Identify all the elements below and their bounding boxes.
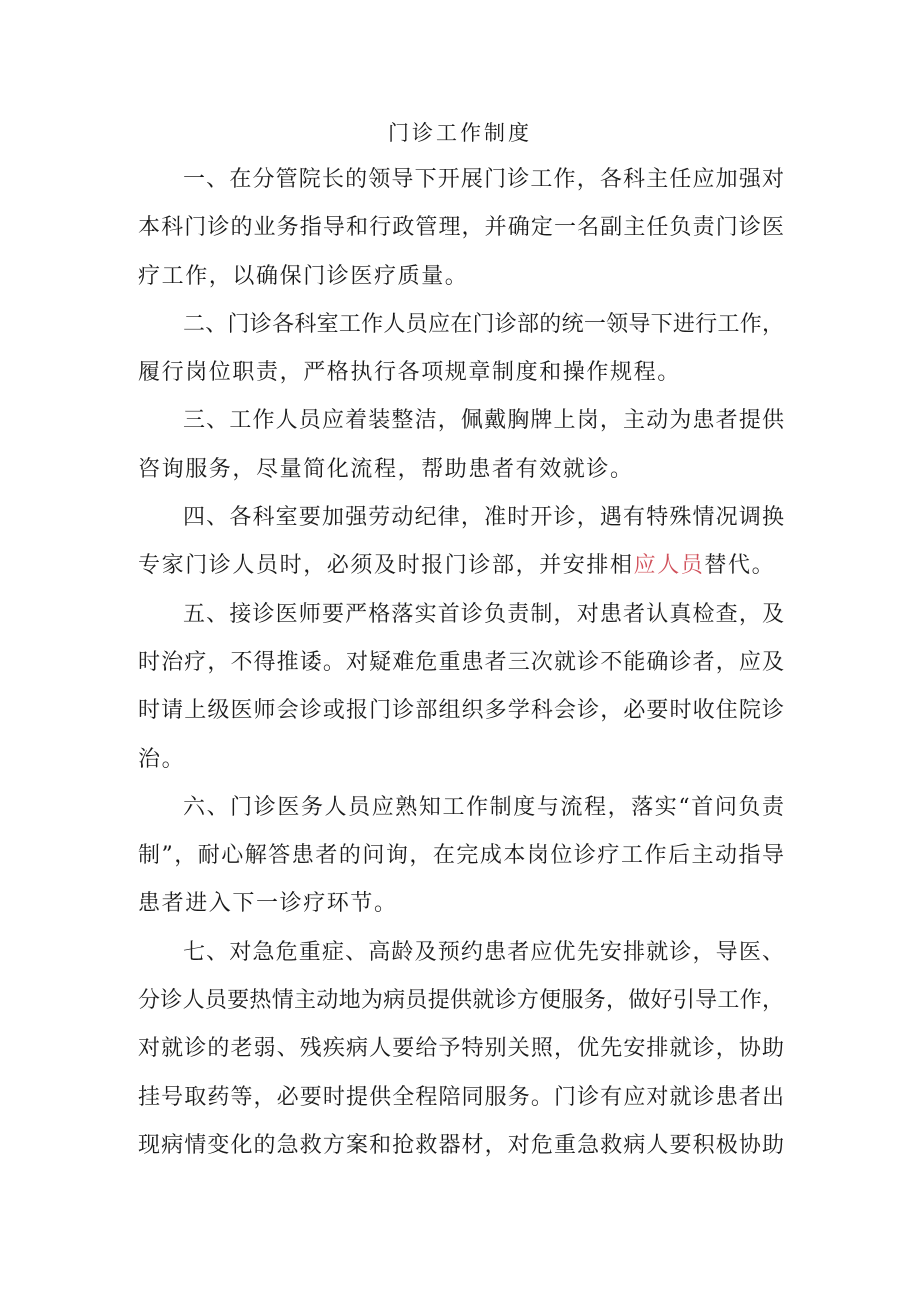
text-line: 二、门诊各科室工作人员应在门诊部的统一领导下进行工作， (183, 311, 784, 337)
text-line: 对就诊的老弱、残疾病人要给予特别关照，优先安排就诊，协助 (138, 1036, 784, 1062)
paragraph (138, 591, 784, 784)
text-line: 七、对急危重症、高龄及预约患者应优先安排就诊，导医、 (183, 939, 784, 965)
text-line: 时请上级医师会诊或报门诊部组织多学科会诊，必要时收住院诊 (138, 698, 784, 724)
highlighted-text: 应人员 (633, 553, 705, 579)
text-line (138, 542, 784, 590)
text-line: 四、各科室要加强劳动纪律，准时开诊，遇有特殊情况调换 (183, 505, 784, 531)
text-line: 治。 (138, 746, 186, 772)
text-segment: 替代。 (704, 553, 776, 579)
document-title: 门诊工作制度 (388, 121, 532, 145)
text-line: 分诊人员要热情主动地为病员提供就诊方便服务，做好引导工作， (138, 988, 784, 1014)
text-line: 履行岗位职责，严格执行各项规章制度和操作规程。 (138, 360, 681, 386)
paragraph (138, 156, 784, 301)
text-line: 六、门诊医务人员应熟知工作制度与流程，落实“首问负责 (183, 794, 784, 820)
text-segment: 专家门诊人员时，必须及时报门诊部，并安排相 (138, 553, 634, 579)
text-line: 疗工作，以确保门诊医疗质量。 (138, 263, 469, 289)
text-line: 五、接诊医师要严格落实首诊负责制，对患者认真检查，及 (183, 601, 784, 627)
text-line: 本科门诊的业务指导和行政管理，并确定一名副主任负责门诊医 (138, 215, 784, 241)
document-body (138, 156, 784, 1170)
text-line: 现病情变化的急救方案和抢救器材，对危重急救病人要积极协助 (138, 1132, 784, 1158)
text-line: 挂号取药等，必要时提供全程陪同服务。门诊有应对就诊患者出 (138, 1084, 784, 1110)
paragraph (138, 301, 784, 398)
paragraph (138, 397, 784, 494)
text-line: 时治疗，不得推诿。对疑难危重患者三次就诊不能确诊者，应及 (138, 649, 784, 675)
paragraph (138, 784, 784, 929)
text-line: 制”，耐心解答患者的问询，在完成本岗位诊疗工作后主动指导 (138, 843, 784, 869)
paragraph (138, 929, 784, 1170)
text-line: 咨询服务，尽量简化流程，帮助患者有效就诊。 (138, 456, 634, 482)
text-line: 一、在分管院长的领导下开展门诊工作，各科主任应加强对 (183, 167, 784, 192)
text-line: 患者进入下一诊疗环节。 (138, 891, 398, 917)
text-line: 三、工作人员应着装整洁，佩戴胸牌上岗，主动为患者提供 (183, 408, 784, 434)
paragraph (138, 494, 784, 591)
